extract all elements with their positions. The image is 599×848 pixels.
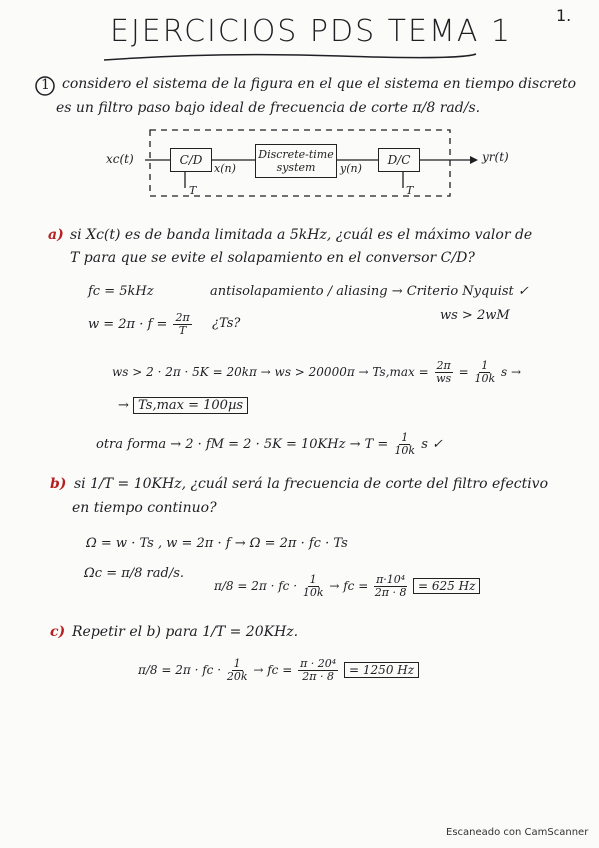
diagram-xn-label: x(n) [214, 162, 236, 175]
part-c-eq-den2: 2π · 8 [302, 670, 334, 683]
title-underline [100, 48, 480, 66]
part-a-w-frac [173, 312, 191, 337]
part-c-question: Repetir el b) para 1/T = 20KHz. [72, 624, 299, 640]
problem-intro-line2: es un filtro paso bajo ideal de frecuencia de corte π/8 rad/s. [56, 100, 481, 116]
part-a-w-num: 2π [175, 311, 190, 324]
part-a-other-den: 10k [394, 444, 416, 457]
part-b-eq3-frac1 [303, 574, 324, 599]
diagram-t-right: T [406, 184, 414, 197]
part-a-calc-frac1-num: 2π [436, 359, 451, 372]
part-c-eq-num2: π · 20⁴ [300, 657, 337, 670]
part-c-eq-frac2 [298, 658, 338, 683]
part-a-question-line1: si Xc(t) es de banda limitada a 5kHz, ¿cuál es el máximo valor de [70, 227, 533, 243]
part-a-other-text: otra forma → 2 · fM = 2 · 5K = 10KHz → T = [96, 437, 389, 452]
diagram-output-label: yr(t) [482, 150, 509, 164]
part-a-calc-frac1-den: ws [436, 372, 452, 385]
part-b-eq3-frac2 [374, 574, 407, 599]
part-a-question-line2: T para que se evite el solapamiento en el conversor C/D? [70, 250, 475, 266]
dt-block-line1: Discrete-time [258, 148, 334, 161]
part-b-eq2: Ωc = π/8 rad/s. [84, 566, 185, 581]
part-c-eq-num: 1 [233, 657, 241, 670]
part-a-w-eq-text: w = 2π · f = [88, 317, 168, 332]
part-b-eq3-den: 10k [302, 586, 324, 599]
part-b-eq3-left: π/8 = 2π · fc · [214, 579, 298, 593]
part-a-calc-eq: = [458, 365, 469, 379]
dc-block: D/C [378, 148, 420, 172]
part-a-other-frac [394, 432, 415, 457]
part-c-eq-result: = 1250 Hz [344, 662, 419, 678]
part-a-ws-condition: ws > 2wM [440, 308, 510, 323]
part-a-result-row [118, 398, 248, 413]
part-a-other-unit: s ✓ [421, 437, 443, 452]
part-b-eq3-result: = 625 Hz [413, 578, 480, 594]
part-b-eq3 [214, 574, 480, 599]
part-c-eq-frac1 [227, 658, 248, 683]
page-number: 1. [556, 6, 572, 25]
part-a-w-den: T [178, 324, 187, 337]
diagram-yn-label: y(n) [340, 162, 362, 175]
part-a-other-num: 1 [401, 431, 409, 444]
part-a-fc: fc = 5kHz [88, 284, 154, 299]
part-c-eq [138, 658, 419, 683]
diagram-input-label: xc(t) [106, 152, 134, 166]
part-b-eq3-mid: → fc = [329, 579, 369, 593]
cd-block: C/D [170, 148, 212, 172]
part-a-calc-frac2 [474, 360, 495, 385]
page-title: EJERCICIOS PDS TEMA 1 [110, 14, 512, 49]
part-a-antialias: antisolapamiento / aliasing → Criterio Nyquist ✓ [210, 284, 529, 299]
part-c-eq-left: π/8 = 2π · fc · [138, 663, 222, 677]
part-b-label: b) [50, 476, 67, 492]
problem-intro-line1: considero el sistema de la figura en el que el sistema en tiempo discreto [62, 76, 577, 92]
discrete-time-system-block [255, 144, 337, 178]
part-a-other-row [96, 432, 443, 457]
part-b-eq3-num2: π·10⁴ [376, 573, 406, 586]
part-a-result-arrow: → [118, 398, 129, 413]
part-a-calc-text: ws > 2 · 2π · 5K = 20kπ → ws > 20000π → Ts,max = [112, 365, 429, 379]
part-b-question-line2: en tiempo continuo? [72, 500, 217, 516]
part-c-eq-den: 20k [226, 670, 248, 683]
part-a-result-box: Ts,max = 100µs [133, 397, 248, 414]
part-a-calc-line [112, 360, 521, 385]
part-b-eq3-den2: 2π · 8 [374, 586, 407, 599]
part-a-calc-frac2-num: 1 [481, 359, 489, 372]
part-a-w-eq [88, 312, 194, 337]
part-c-label: c) [50, 624, 66, 640]
part-c-eq-mid: → fc = [253, 663, 293, 677]
part-a-calc-unit: s → [500, 365, 521, 379]
part-a-label: a) [48, 227, 64, 243]
diagram-t-left: T [189, 184, 197, 197]
part-a-ts-question: ¿Ts? [212, 316, 241, 331]
dt-block-line2: system [276, 161, 316, 174]
part-a-calc-frac2-den: 10k [474, 372, 496, 385]
part-b-eq3-num: 1 [309, 573, 317, 586]
problem-number: 1 [41, 77, 50, 93]
part-b-eq1: Ω = w · Ts , w = 2π · f → Ω = 2π · fc · Ts [86, 536, 348, 551]
scanner-footer: Escaneado con CamScanner [446, 827, 589, 838]
part-a-calc-frac1 [435, 360, 453, 385]
part-b-question-line1: si 1/T = 10KHz, ¿cuál será la frecuencia de corte del filtro efectivo [74, 476, 549, 492]
